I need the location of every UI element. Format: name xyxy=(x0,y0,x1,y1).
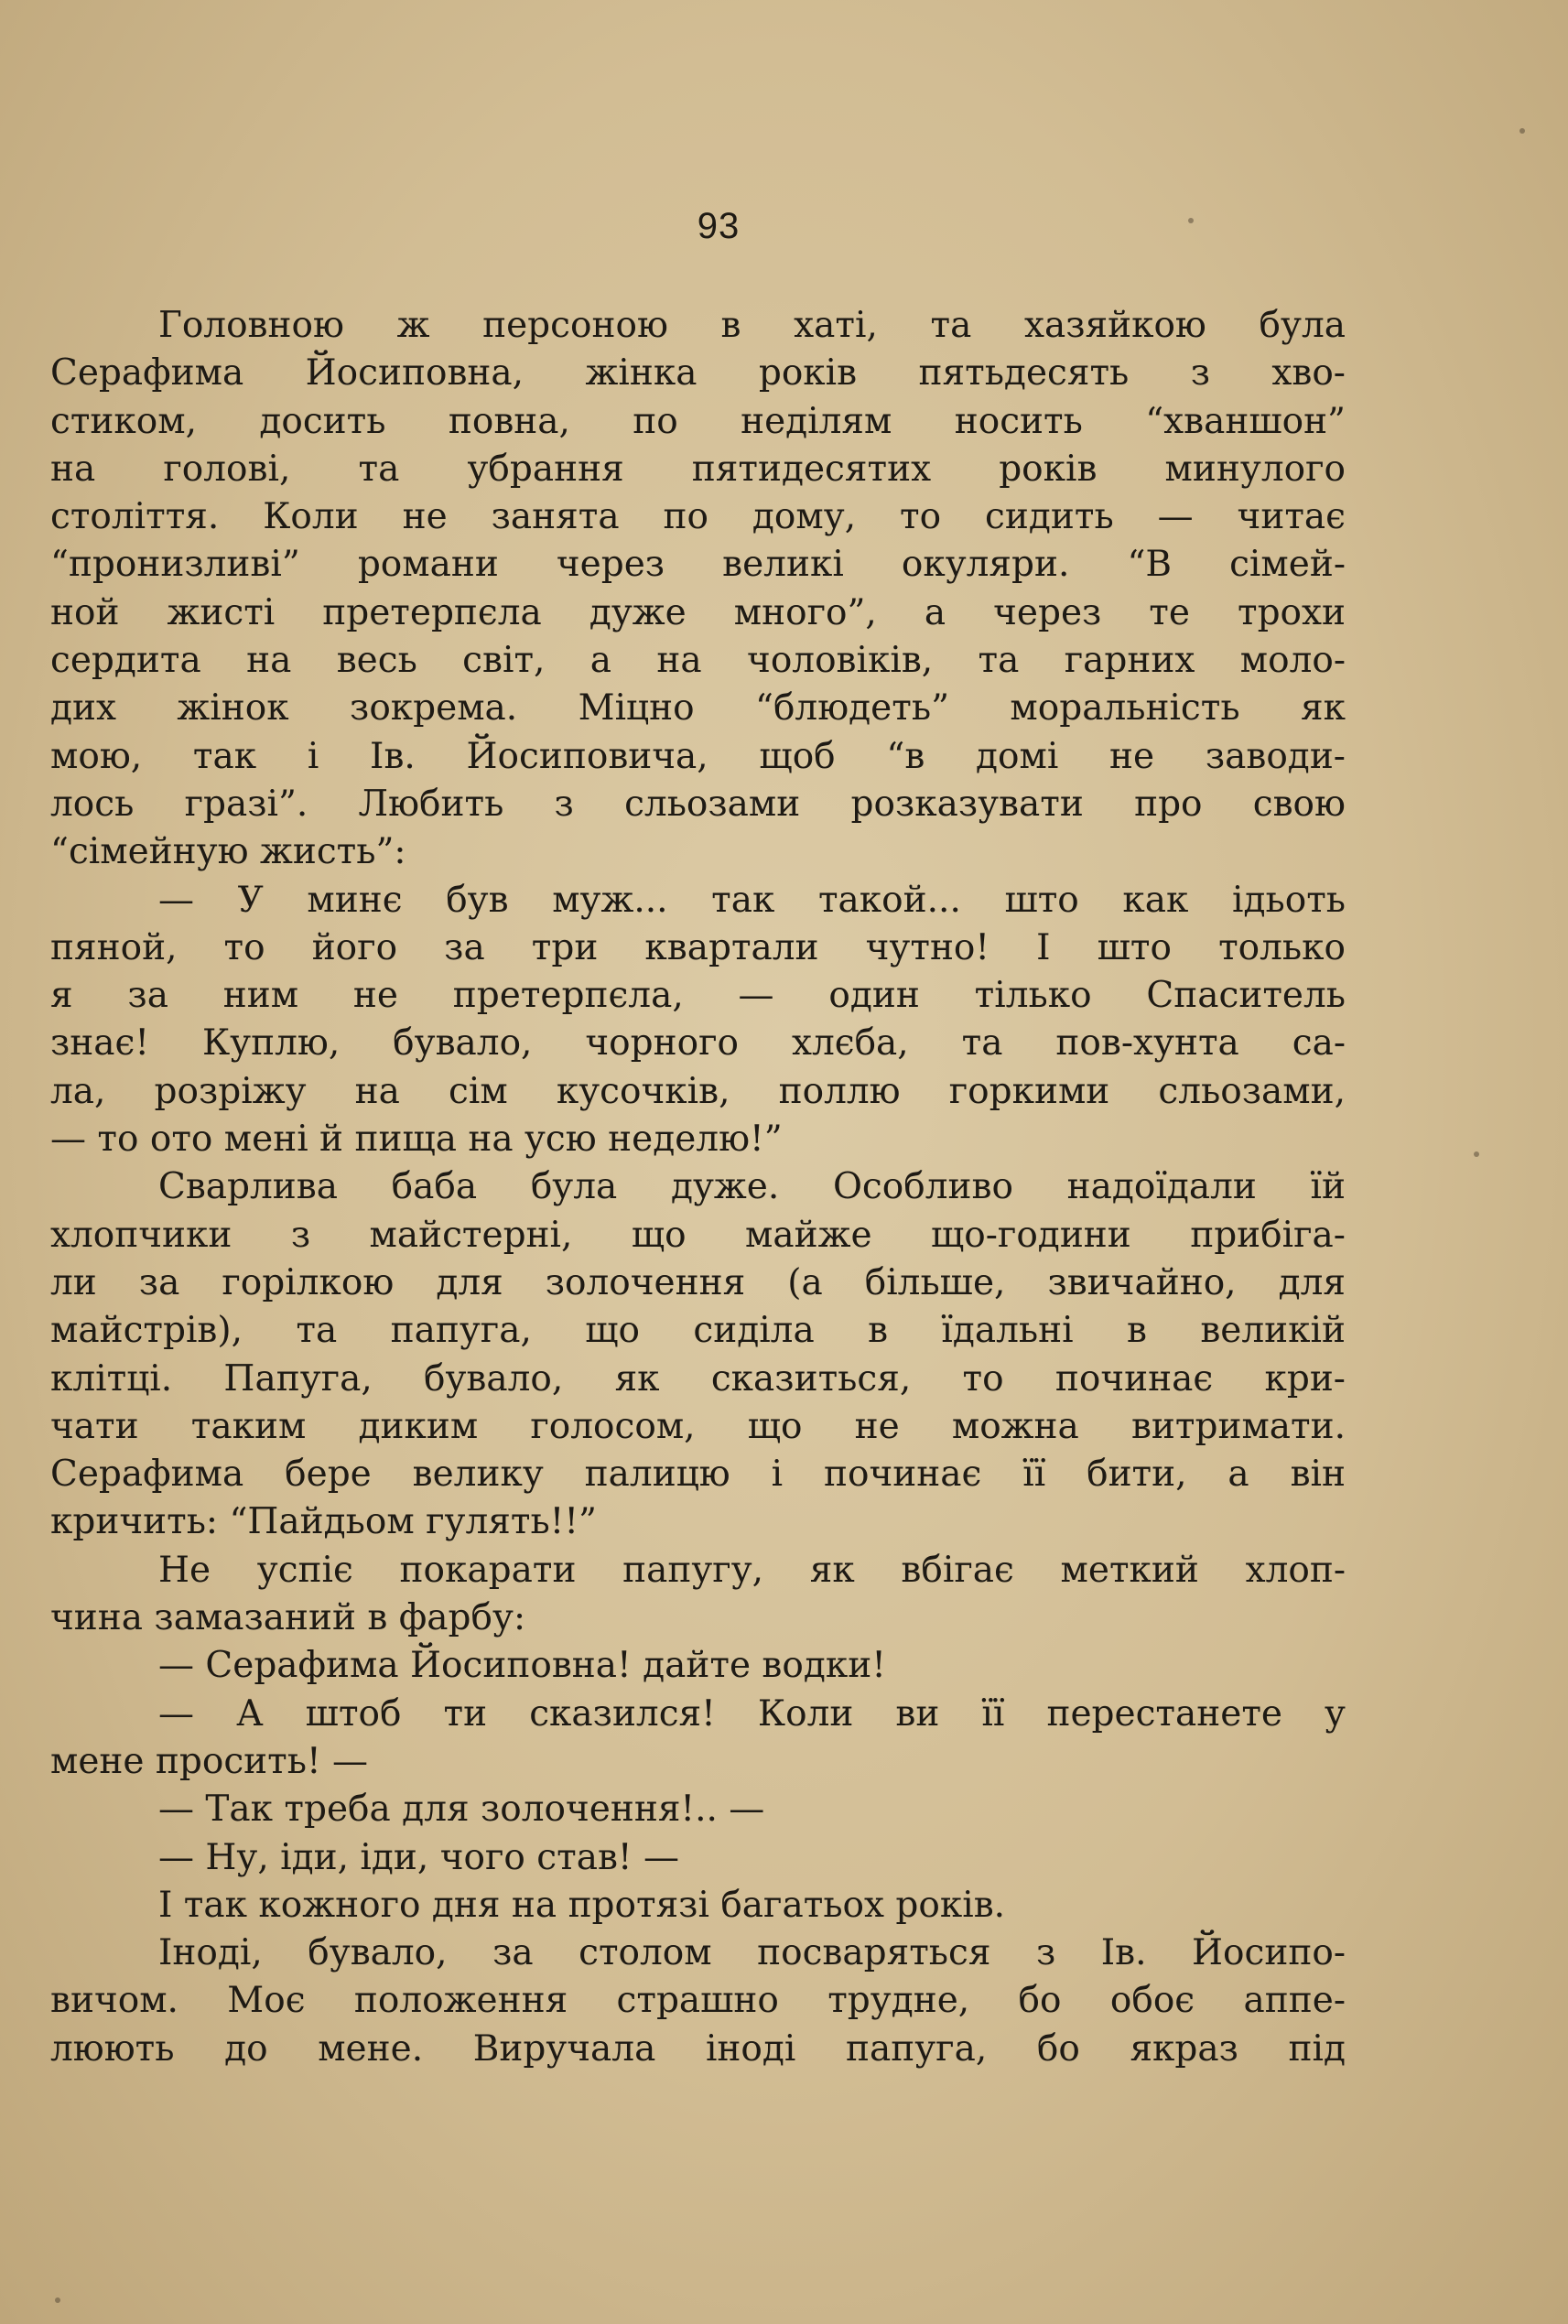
text-line: століття. Коли не занята по дому, то сидить — читає xyxy=(50,496,1346,538)
text-line: Іноді, бувало, за столом посваряться з Ів. Йосипо- xyxy=(158,1932,1346,1974)
text-line: “сімейную жисть”: xyxy=(50,831,406,873)
text-line: майстрів), та папуга, що сиділа в їдальні в великій xyxy=(50,1310,1346,1352)
text-line: — то ото мені й пища на усю неделю!” xyxy=(50,1119,783,1161)
paper-speck xyxy=(1474,1151,1479,1157)
text-line: Серафима Йосиповна, жінка років пятьдесять з хво- xyxy=(50,352,1346,395)
text-line: Серафима бере велику палицю і починає її бити, а він xyxy=(50,1454,1346,1496)
text-line: вичом. Моє положення страшно трудне, бо обоє аппе- xyxy=(50,1980,1346,2022)
paper-speck xyxy=(1519,128,1525,134)
text-line: “пронизливі” романи через великі окуляри. “В сімей- xyxy=(50,544,1346,586)
text-line: чати таким диким голосом, що не можна витримати. xyxy=(50,1405,1346,1447)
text-line: я за ним не претерпєла, — один тілько Спаситель xyxy=(50,975,1346,1017)
text-line: знає! Куплю, бувало, чорного хлєба, та пов-хунта са- xyxy=(50,1022,1346,1065)
text-line: Не успіє покарати папугу, як вбігає меткий хлоп- xyxy=(158,1549,1346,1591)
text-line: — У минє був муж... так такой... што как ідьоть xyxy=(158,879,1346,921)
paper-speck xyxy=(55,2297,60,2303)
text-line: ла, розріжу на сім кусочків, поллю горкими сльозами, xyxy=(50,1070,1346,1112)
paper-speck xyxy=(1188,218,1194,223)
text-line: хлопчики з майстерні, що майже що-години прибіга- xyxy=(50,1214,1346,1256)
text-line: дих жінок зокрема. Міцно “блюдеть” моральність як xyxy=(50,687,1346,730)
text-line: — А штоб ти сказился! Коли ви її перестанете у xyxy=(158,1692,1346,1735)
text-line: мою, так і Ів. Йосиповича, щоб “в домі не заводи- xyxy=(50,735,1346,777)
text-line: пяной, то його за три квартали чутно! І што только xyxy=(50,926,1346,968)
text-line: чина замазаний в фарбу: xyxy=(50,1597,526,1639)
text-line: клітці. Папуга, бувало, як сказиться, то починає кри- xyxy=(50,1357,1346,1400)
text-line: — Так треба для золочення!.. — xyxy=(158,1789,765,1831)
text-line: ли за горілкою для золочення (а більше, звичайно, для xyxy=(50,1261,1346,1303)
text-line: сердита на весь світ, а на чоловіків, та гарних моло- xyxy=(50,640,1346,682)
text-line: ной жисті претерпєла дуже много”, а через те трохи xyxy=(50,591,1346,633)
text-line: кричить: “Пайдьом гулять!!” xyxy=(50,1501,597,1543)
text-line: — Серафима Йосиповна! дайте водки! xyxy=(158,1645,886,1687)
text-line: на голові, та убрання пятидесятих років минулого xyxy=(50,448,1346,490)
text-line: Головною ж персоною в хаті, та хазяйкою була xyxy=(158,305,1346,346)
text-line: Сварлива баба була дуже. Особливо надоїдали їй xyxy=(158,1166,1346,1208)
text-line: — Ну, іди, іди, чого став! — xyxy=(158,1836,679,1878)
text-line: лось гразі”. Любить з сльозами розказувати про свою xyxy=(50,783,1346,825)
text-line: І так кожного дня на протязі багатьох років. xyxy=(158,1884,1006,1926)
text-line: мене просить! — xyxy=(50,1740,369,1782)
body-text xyxy=(50,302,1346,2073)
text-line: люють до мене. Виручала іноді папуга, бо якраз під xyxy=(50,2027,1346,2070)
text-line: стиком, досить повна, по неділям носить “хваншон” xyxy=(50,400,1346,442)
page-number: 93 xyxy=(697,206,741,246)
